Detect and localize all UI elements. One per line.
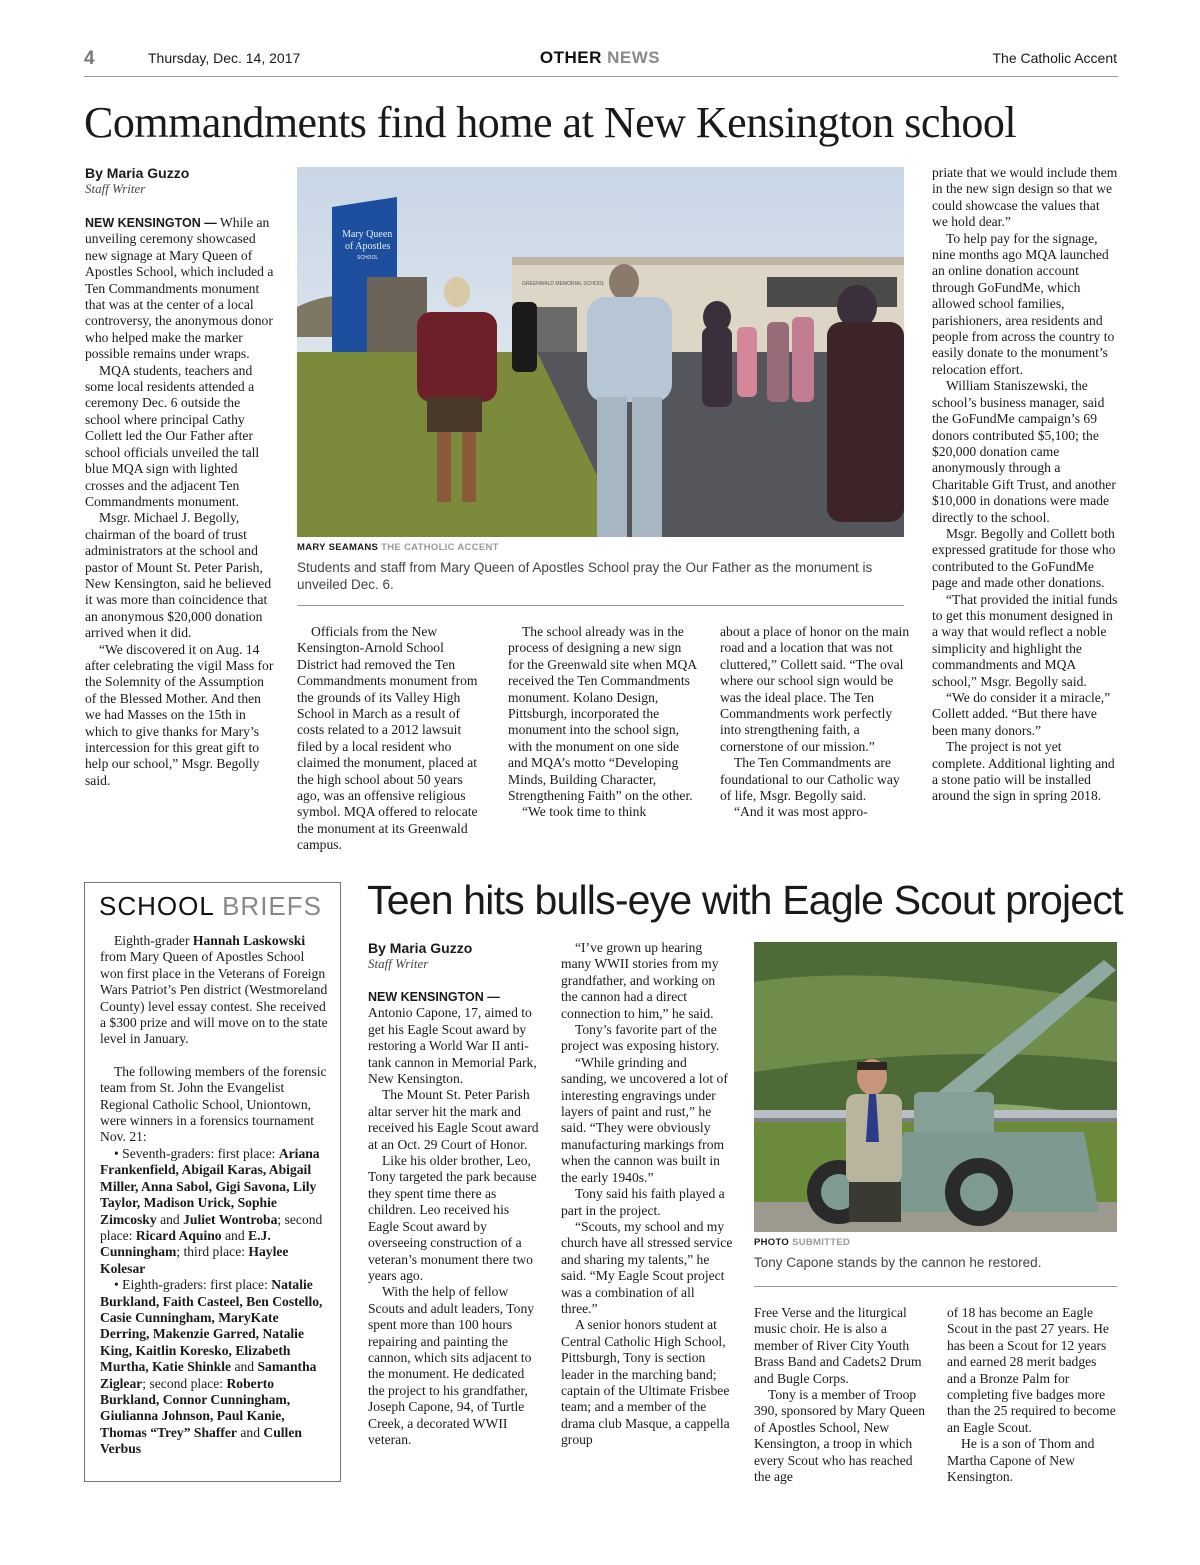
paper-name: The Catholic Accent	[992, 50, 1117, 66]
story1-col1	[85, 215, 275, 789]
story1-staff: Staff Writer	[85, 181, 146, 196]
story2-col2-p6: A senior honors student at Central Catholic High School, Pittsburgh, Tony is section leader in the marching band; captain of the Ultimate Frisbee team; and a member of the drama club Masque, a cappella group	[561, 1317, 730, 1448]
brief-4-names1b: Samantha Ziglear	[100, 1359, 317, 1391]
school-briefs-title	[99, 891, 340, 922]
brief-3-names1: Ariana Frankenfield, Abigail Karas, Abigail Miller, Anna Sabol, Gigi Savona, Lily Taylor, Madison Urick, Sophie Zimcosky	[100, 1145, 320, 1227]
story1-col5-p1: priate that we would include them in the new sign design so that we could showcase the values that we hold dear.”	[932, 165, 1118, 230]
story1-col5-p6: “We do consider it a miracle,” Collett added. “But there have been many donors.”	[932, 690, 1111, 738]
story1-col3-p1: The school already was in the process of designing a new sign for the Greenwald site when MQA received the Ten Commandments monument. Kolano Design, Pittsburgh, incorporated the monument into the school sign, with the monument on one side and MQA’s motto “Developing Minds, Building Character, Strengthening Faith” on the other.	[508, 624, 697, 804]
story1-col5-p5: “That provided the initial funds to get this monument designed in a way that would reflect a noble simplicity and highlight the commandments and MQA school,” Msgr. Begolly said.	[932, 591, 1118, 689]
story2-col4	[947, 1305, 1119, 1485]
story2-byline: By Maria Guzzo	[368, 940, 473, 956]
story2-col1-p1: Antonio Capone, 17, aimed to get his Eagle Scout award by restoring a World War II anti-tank cannon in Memorial Park, New Kensington.	[368, 1005, 537, 1087]
page-number: 4	[84, 48, 95, 69]
masthead-rule	[84, 76, 1118, 77]
cannon-photo-illustration	[754, 942, 1117, 1232]
brief-2: The following members of the forensic team from St. John the Evangelist Regional Catholic School, Uniontown, were winners in a forensics tournament Nov. 21:	[100, 1063, 327, 1145]
brief-3-a: • Seventh-graders: first place:	[114, 1145, 276, 1161]
brief-4-second: ; second place:	[142, 1375, 224, 1391]
brief-4-names1: Natalie Burkland, Faith Casteel, Ben Costello, Casie Cunningham, MaryKate Derring, Makenzie Garred, Natalie King, Kaitlin Koresko, Elizabeth Murtha, Katie Shinkle	[100, 1277, 323, 1375]
brief-4-a: • Eighth-graders: first place:	[114, 1277, 268, 1293]
story1-col4-p2: The Ten Commandments are foundational to our Catholic way of life, Msgr. Begolly said.	[720, 755, 900, 804]
story2-headline: Teen hits bulls-eye with Eagle Scout project	[367, 877, 1123, 923]
brief-1-name: Hannah Laskowski	[192, 933, 306, 948]
story1-photo	[297, 167, 904, 537]
story2-col2-p5: “Scouts, my school and my church have all stressed service and sharing my talents,” he said. “My Eagle Scout project was a combination of all three.”	[561, 1218, 733, 1316]
story2-col3-p2: Tony is a member of Troop 390, sponsored by Mary Queen of Apostles School, New Kensington, a troop in which every Scout who has reached the age	[754, 1387, 926, 1485]
brief-1-text: from Mary Queen of Apostles School won first place in the Veterans of Foreign Wars Patriot’s Pen district (Westmoreland County) level essay contest. She received a $300 prize and will move on to the state level in January.	[100, 949, 328, 1047]
sign-line1: Mary Queen	[342, 229, 393, 240]
brief-3-third: ; third place:	[176, 1244, 246, 1260]
story2-col1-p2: The Mount St. Peter Parish altar server hit the mark and received his Eagle Scout award at an Oct. 29 Court of Honor.	[368, 1087, 539, 1152]
story2-caption-rule	[754, 1286, 1117, 1287]
briefs-title-b: BRIEFS	[222, 891, 322, 921]
story1-col4-p1: about a place of honor on the main road and a location that was not cluttered,” Collett said. “The oval where our school sign would be was the ideal place. The Ten Commandments work perfectly into strengthening faith, a cornerstone of our mission.”	[720, 624, 910, 754]
school-briefs-box	[84, 882, 341, 1482]
brief-1-pre: Eighth-grader	[114, 933, 190, 948]
brief-3-names2: Ricard Aquino	[135, 1227, 222, 1243]
story2-col2	[561, 940, 733, 1449]
building-sign: GREENWALD MEMORIAL SCHOOL	[522, 281, 605, 287]
story1-caption-rule	[297, 605, 904, 606]
story2-col1-p4: With the help of fellow Scouts and adult leaders, Tony spent more than 100 hours repairing and painting the cannon, which sits adjacent to the monument. He dedicated the project to his grandfather, Joseph Capone, 94, of Turtle Creek, a decorated WWII veteran.	[368, 1284, 535, 1447]
brief-4-names2: Roberto Burkland, Connor Cunningham, Giulianna Johnson, Paul Kanie, Thomas “Trey” Shaffer	[100, 1375, 291, 1440]
story1-col1-p1: While an unveiling ceremony showcased new signage at Mary Queen of Apostles School, which included a Ten Commandments monument that was at the center of a local controversy, the anonymous donor who helped make the marker possible remains under wraps.	[85, 215, 274, 362]
story1-credit-name: MARY SEAMANS	[297, 542, 379, 553]
story2-col2-p4: Tony said his faith played a part in the project.	[561, 1186, 725, 1218]
brief-3-names2b: E.J. Cunningham	[100, 1227, 271, 1260]
brief-4	[100, 1277, 330, 1457]
ceremony-photo-illustration	[297, 167, 904, 537]
story1-col1-p2: MQA students, teachers and some local residents attended a ceremony Dec. 6 outside the school where principal Cathy Collett led the Our Father after school officials unveiled the tall blue MQA sign with lighted crosses and the adjacent Ten Commandments monument.	[85, 362, 260, 509]
story1-byline: By Maria Guzzo	[85, 165, 190, 181]
story2-col1-p3: Like his older brother, Leo, Tony targeted the park because they spent time there as children. Leo received his Eagle Scout award by overseeing construction of a veteran’s monument there two years ago.	[368, 1153, 537, 1283]
story1-col3	[508, 624, 698, 821]
story2-staff: Staff Writer	[368, 956, 429, 971]
story2-byline-block	[368, 940, 538, 972]
story1-col2-p1: Officials from the New Kensington-Arnold School District had removed the Ten Commandments monument from the grounds of its Valley High School in March as a result of costs related to a 2012 lawsuit filed by a local resident who claimed the monument, placed at the high school about 50 years ago, was an offensive religious symbol. MQA offered to relocate the monument at its Greenwald campus.	[297, 624, 478, 853]
story2-col4-p1: of 18 has become an Eagle Scout in the past 27 years. He has been a Scout for 12 years and earned 28 merit badges and a Bronze Palm for completing five badges more than the 25 required to become an Eagle Scout.	[947, 1305, 1116, 1435]
story1-credit-source: THE CATHOLIC ACCENT	[381, 542, 499, 553]
story1-col5	[932, 165, 1118, 805]
briefs-title-a: SCHOOL	[99, 891, 214, 921]
school-briefs-text	[100, 933, 330, 1458]
story2-col1	[368, 989, 540, 1448]
sign-line2: of Apostles	[345, 241, 391, 252]
story1-col5-p3: William Staniszewski, the school’s business manager, said the GoFundMe campaign’s 69 donors contributed $5,100; the $20,000 donation came anonymously through a Charitable Gift Trust, and another $10,000 in donations were made directly to the school.	[932, 378, 1116, 525]
story1-headline: Commandments find home at New Kensington school	[84, 98, 1017, 147]
story1-col3-p2: “We took time to think	[522, 804, 647, 820]
issue-date: Thursday, Dec. 14, 2017	[148, 50, 301, 66]
story1-col5-p7: The project is not yet complete. Additional lighting and a stone patio will be installed around the sign in spring 2018.	[932, 739, 1115, 804]
brief-3-names1b: Juliet Wontroba	[183, 1211, 278, 1227]
story1-photo-credit	[297, 542, 499, 553]
brief-3-names3: Haylee Kolesar	[100, 1244, 289, 1276]
story1-col1-p4: “We discovered it on Aug. 14 after celebrating the vigil Mass for the Solemnity of the Assumption of the Blessed Mother. And then we had Masses on the 15th in which to give thanks for Mary’s intercession for this great gift to help our school,” Msgr. Begolly said.	[85, 641, 274, 788]
story2-col4-p2: He is a son of Thom and Martha Capone of New Kensington.	[947, 1436, 1095, 1485]
story1-col1-p3: Msgr. Michael J. Begolly, chairman of the board of trust administrators at the school and pastor of Mount St. Peter Parish, New Kensington, said he believed it was more than coincidence that an anonymous $20,000 donation arrived when it did.	[85, 510, 272, 641]
sign-line3: SCHOOL	[357, 255, 379, 261]
brief-4-and2: and	[240, 1424, 260, 1440]
story2-credit-source: SUBMITTED	[792, 1237, 851, 1248]
story1-col5-p4: Msgr. Begolly and Collett both expressed gratitude for those who contributed to the GoFundMe page and made other donations.	[932, 525, 1116, 591]
story1-photo-caption: Students and staff from Mary Queen of Apostles School pray the Our Father as the monument is unveiled Dec. 6.	[297, 560, 873, 592]
story2-photo-caption: Tony Capone stands by the cannon he restored.	[754, 1255, 1042, 1270]
story2-col2-p1: “I’ve grown up hearing many WWII stories from my grandfather, and working on the cannon had a direct connection to him,” he said.	[561, 940, 719, 1021]
section-light: NEWS	[607, 48, 661, 67]
story2-col2-p2: Tony’s favorite part of the project was exposing history.	[561, 1022, 720, 1054]
brief-3	[100, 1146, 330, 1277]
story1-col4	[720, 624, 910, 821]
story2-col3	[754, 1305, 926, 1485]
brief-1	[100, 933, 330, 1048]
story1-col5-p2: To help pay for the signage, nine months ago MQA launched an online donation account through GoFundMe, which allowed school families, parishioners, area residents and people from across the country to easily donate to the monument’s relocation effort.	[932, 230, 1115, 377]
brief-3-and2: and	[225, 1227, 245, 1243]
story1-byline-block	[85, 165, 275, 197]
story1-col4-p3: “And it was most appro-	[734, 804, 868, 820]
brief-3-and: and	[160, 1211, 180, 1227]
story1-dateline: NEW KENSINGTON —	[85, 216, 217, 230]
brief-3-second: ; second place:	[100, 1211, 323, 1243]
story2-photo-credit	[754, 1237, 850, 1248]
section-bold: OTHER	[539, 48, 602, 67]
story2-credit-name: PHOTO	[754, 1237, 790, 1248]
brief-4-and: and	[234, 1359, 255, 1375]
brief-4-names2b: Cullen Verbus	[100, 1424, 302, 1457]
story1-col2	[297, 624, 487, 854]
story2-photo	[754, 942, 1117, 1232]
story2-dateline: NEW KENSINGTON —	[368, 990, 500, 1004]
story2-col2-p3: “While grinding and sanding, we uncovered a lot of interesting engravings under layers of paint and rust,” he said. “They were obviously manufacturing markings from when the cannon was built in the early 1940s.”	[561, 1054, 728, 1185]
story2-col3-p1: Free Verse and the liturgical music choir. He is also a member of River City Youth Brass Band and Cadets2 Drum and Bugle Corps.	[754, 1305, 922, 1386]
